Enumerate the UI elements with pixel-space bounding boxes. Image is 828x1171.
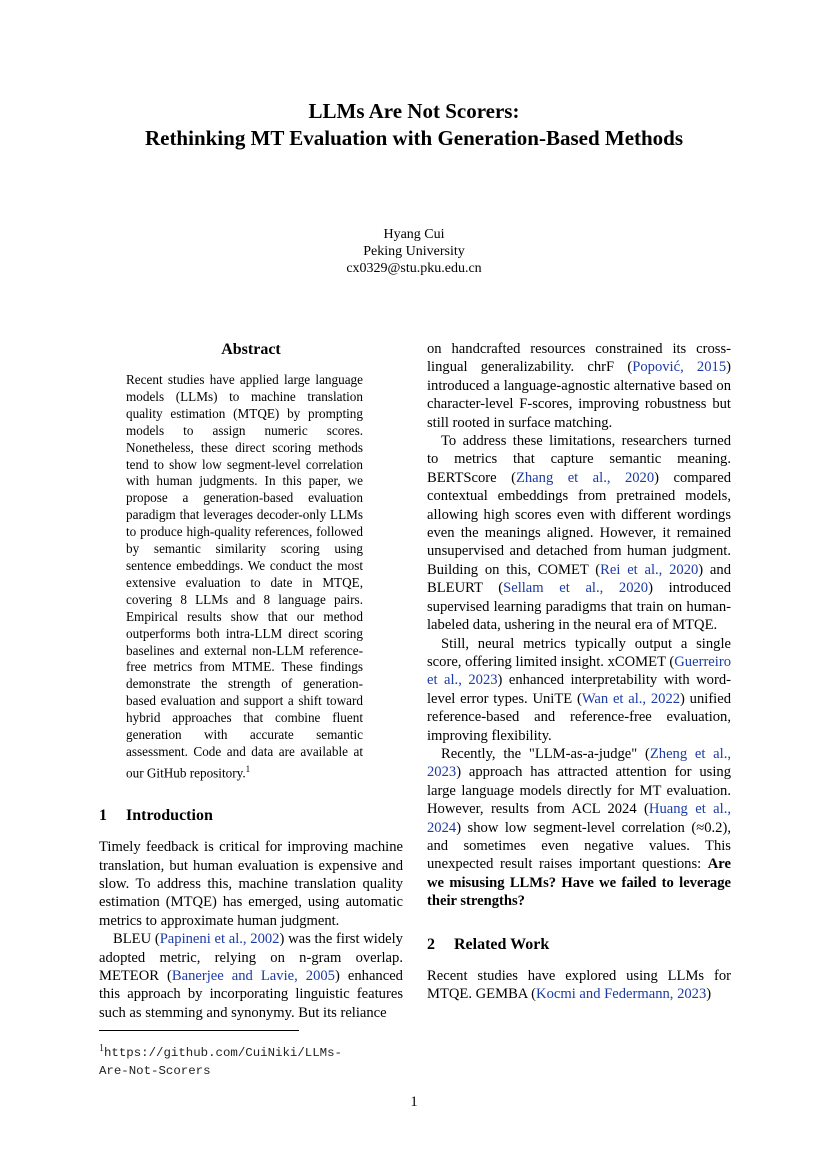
citation-link[interactable]: Zhang et al., 2020: [515, 469, 655, 486]
citation-link[interactable]: Popović, 2015: [632, 359, 727, 376]
footnote-url-line-1[interactable]: https://github.com/CuiNiki/LLMs-: [104, 1046, 342, 1061]
footnote-url-line-2[interactable]: Are-Not-Scorers: [99, 1064, 211, 1079]
citation-link[interactable]: Kocmi and Federmann, 2023: [536, 986, 707, 1002]
section-number: 2: [427, 935, 435, 953]
author-name: Hyang Cui: [383, 227, 445, 242]
abstract-body: [126, 372, 363, 782]
section-number: 1: [99, 807, 107, 825]
title-line-1: LLMs Are Not Scorers:: [308, 99, 520, 123]
intro-paragraph-4: Still, neural metrics typically output a single score, offering limited insight. xCOMET (Guerreiro et al., 2023) enhanced interpretability with word-level error types. UniTE (Wan et al., 2022) unified reference-based and reference-free evaluation, improving flexibility.: [427, 635, 732, 744]
author-email[interactable]: cx0329@stu.pku.edu.cn: [346, 261, 482, 276]
section-heading-introduction: [99, 806, 403, 826]
intro-paragraph-2-cont: on handcrafted resources constrained its cross-lingual generalizability. chrF (Popović, 2015) introduced a language-agnostic alternative based on character-level F-scores, improving robustness but still rooted in surface matching.: [427, 341, 731, 431]
section-title: Introduction: [126, 807, 213, 825]
citation-link[interactable]: Zheng et al., 2023: [427, 745, 731, 781]
section-heading-related-work: [427, 935, 731, 955]
citation-link[interactable]: Wan et al., 2022: [581, 690, 681, 707]
intro-paragraph-2: BLEU (Papineni et al., 2002) was the first widely adopted metric, relying on n-gram overlap. METEOR (Banerjee and Lavie, 2005) enhanced this approach by incorporating linguistic features such as stemming and synonymy. But its reliance: [99, 931, 403, 1021]
author-affiliation: Peking University: [363, 244, 465, 259]
page-number: 1: [410, 1094, 418, 1110]
abstract-footnote-mark[interactable]: 1: [245, 763, 251, 774]
related-paragraph-1: Recent studies have explored using LLMs for MTQE. GEMBA (Kocmi and Federmann, 2023): [427, 967, 731, 1002]
citation-link[interactable]: Rei et al., 2020: [600, 561, 699, 578]
title-line-2: Rethinking MT Evaluation with Generation-Based Methods: [144, 126, 684, 150]
intro-paragraph-3: To address these limitations, researchers turned to metrics that capture semantic meaning. BERTScore (Zhang et al., 2020) compared contextual embeddings from pretrained models, allowing high scores even with different wordings even the meanings aligned. However, it remained unsupervised and detached from human judgment. Building on this, COMET (Rei et al., 2020) and BLEURT (Sellam et al., 2020) introduced supervised learning paradigms that train on human-labeled data, ushering in the neural era of MTQE.: [427, 433, 732, 634]
footnote-divider: [99, 1030, 299, 1031]
footnote-mark: 1: [99, 1043, 104, 1054]
left-column: [99, 340, 403, 1022]
intro-paragraph-1: Timely feedback is critical for improving machine translation, but human evaluation is expensive and slow. To address this, machine translation quality estimation (MTQE) has emerged, using automatic metrics to approximate human judgment.: [99, 839, 403, 929]
citation-link[interactable]: Banerjee and Lavie, 2005: [171, 967, 335, 984]
abstract-text: Recent studies have applied large language models (LLMs) to machine translation quality estimation (MTQE) by prompting models to assign numeric scores. Nonetheless, these direct scoring methods tend to show low segment-level correlation with human judgments. In this paper, we propose a generation-based evaluation paradigm that leverages decoder-only LLMs to produce high-quality references, followed by semantic similarity scoring using sentence embeddings. We conduct the most extensive evaluation to date in MTQE, covering 8 LLMs and 8 language pairs. Empirical results show that our method outperforms both intra-LLM direct scoring baselines and external non-LLM reference-free metrics from MTME. These findings demonstrate the strength of generation-based evaluation and support a shift toward hybrid approaches that combine fluent generation with accurate semantic assessment. Code and data are available at our GitHub repository.: [126, 372, 363, 781]
intro-paragraph-5: Recently, the "LLM-as-a-judge" (Zheng et al., 2023) approach has attracted attention for using large language models directly for MT evaluation. However, results from ACL 2024 (Huang et al., 2024) show low segment-level correlation (≈0.2), and sometimes even negative values. This unexpected result raises important questions: Are we misusing LLMs? Have we failed to leverage their strengths?: [427, 745, 731, 910]
paper-title: [0, 98, 828, 152]
section-title: Related Work: [454, 935, 550, 953]
citation-link[interactable]: Papineni et al., 2002: [159, 931, 280, 948]
citation-link[interactable]: Guerreiro et al., 2023: [427, 653, 731, 689]
research-questions: Are we misusing LLMs? Have we failed to leverage their strengths?: [427, 856, 731, 910]
citation-link[interactable]: Huang et al., 2024: [427, 801, 731, 836]
abstract-heading: Abstract: [221, 341, 281, 358]
footnote: [99, 1040, 403, 1080]
citation-link[interactable]: Sellam et al., 2020: [503, 580, 649, 597]
author-block: [0, 226, 828, 277]
right-column: [427, 340, 731, 1003]
